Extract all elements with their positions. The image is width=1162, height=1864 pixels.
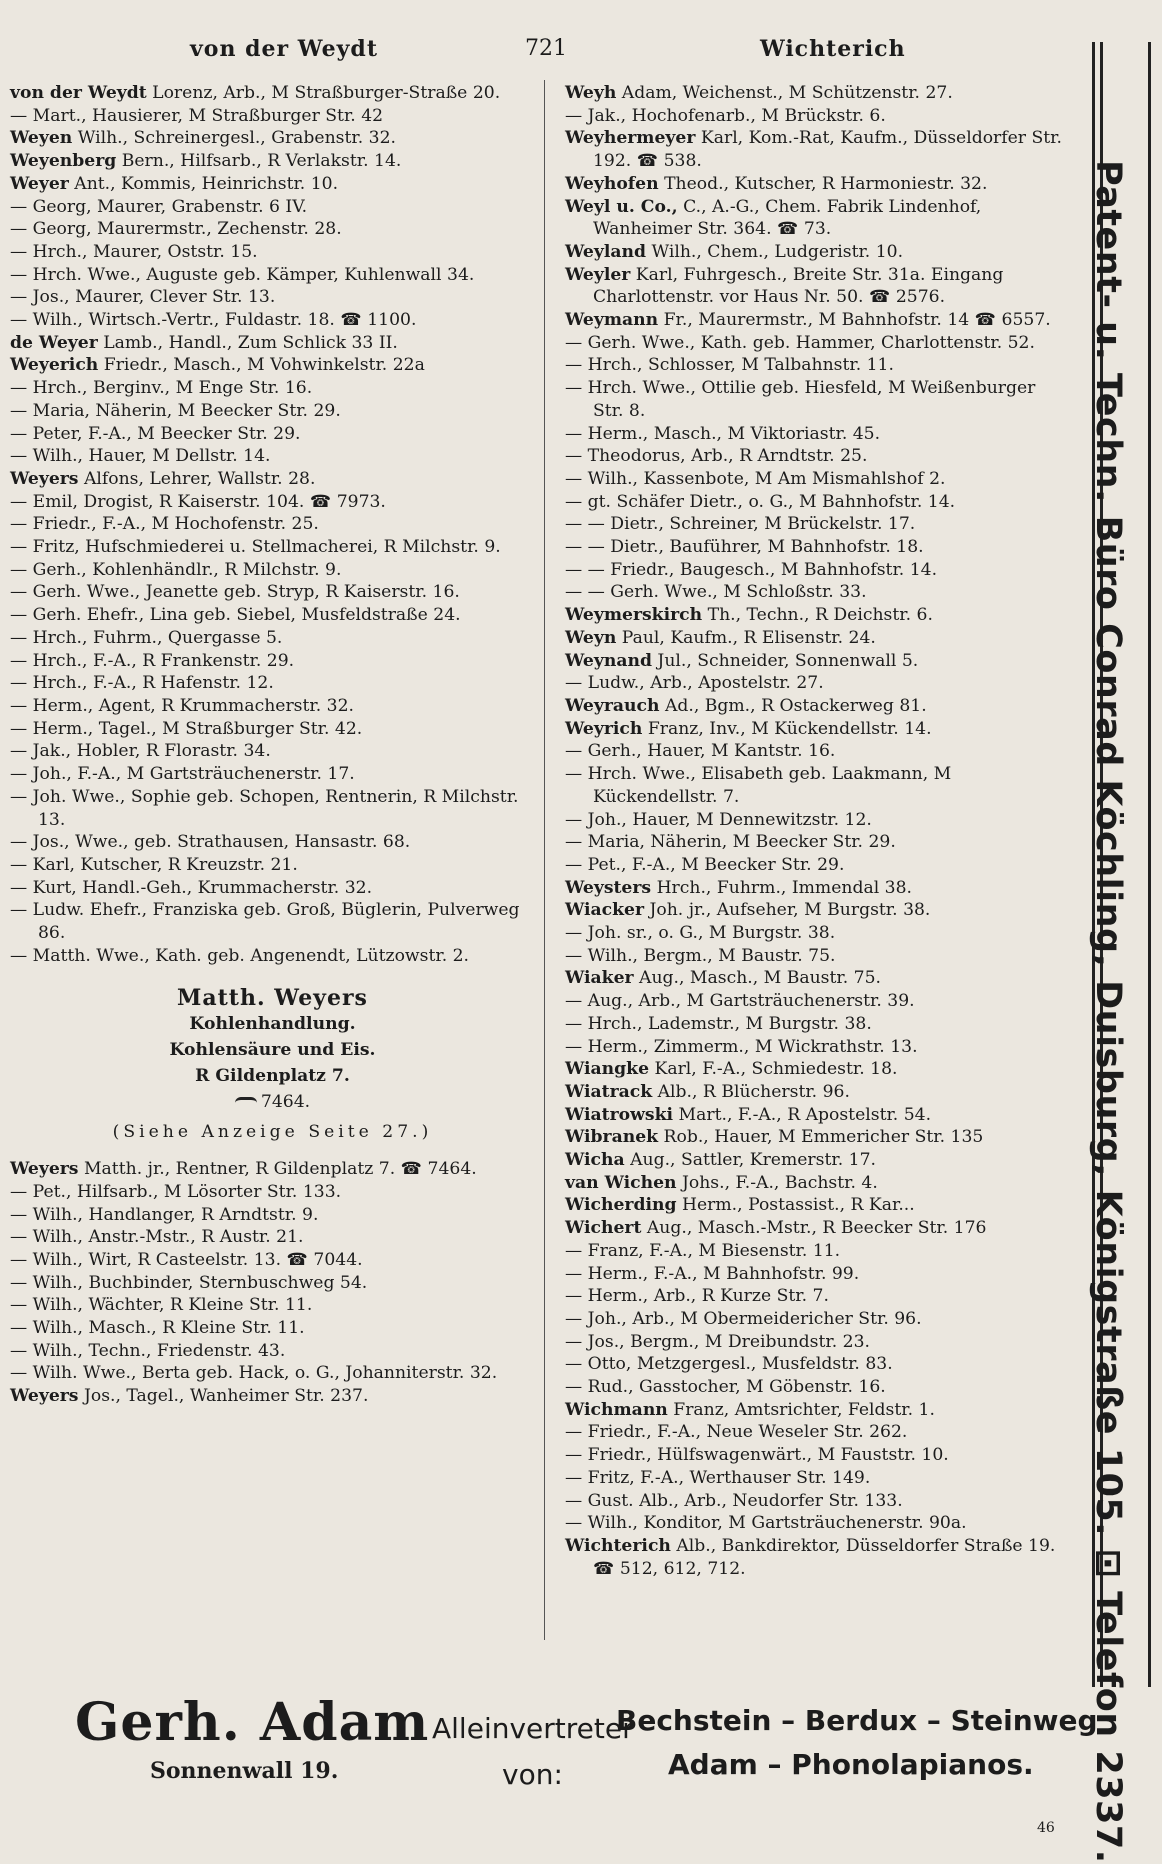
directory-entry — [565, 922, 1070, 945]
entry-details: — Maria, Näherin, M Beecker Str. 29. — [10, 400, 341, 421]
directory-entry — [10, 491, 535, 514]
bottom-von: von: — [502, 1758, 563, 1791]
entry-details: — Joh., Arb., M Obermeidericher Str. 96. — [565, 1308, 922, 1329]
entry-details: — Wilh., Masch., R Kleine Str. 11. — [10, 1318, 305, 1339]
entry-details: — Friedr., F.-A., Neue Weseler Str. 262. — [565, 1422, 908, 1443]
entry-details: — Wilh., Buchbinder, Sternbuschweg 54. — [10, 1272, 368, 1293]
entry-details: — Ludw. Ehefr., Franziska geb. Groß, Büglerin, Pulverweg 86. — [10, 900, 520, 944]
entry-details: — Hrch., F.-A., R Frankenstr. 29. — [10, 650, 295, 671]
directory-entry — [10, 127, 535, 150]
entry-surname: Weymann — [565, 310, 659, 331]
entry-details: — — Dietr., Schreiner, M Brückelstr. 17. — [565, 514, 916, 535]
directory-entry — [10, 559, 535, 582]
entry-details: — Maria, Näherin, M Beecker Str. 29. — [565, 832, 896, 853]
directory-entry — [10, 241, 535, 264]
entry-details: — Pet., Hilfsarb., M Lösorter Str. 133. — [10, 1181, 342, 1202]
directory-entry — [565, 264, 1070, 309]
entry-details: — Mart., Hausierer, M Straßburger Str. 42 — [10, 105, 384, 126]
directory-entry — [10, 786, 535, 831]
entry-details: Herm., Postassist., R Kar... — [676, 1195, 915, 1216]
entry-surname: Wiacker — [565, 900, 645, 921]
directory-entry — [10, 105, 535, 128]
entry-details: — Wilh., Techn., Friedenstr. 43. — [10, 1340, 286, 1361]
entry-details: — Ludw., Arb., Apostelstr. 27. — [565, 673, 824, 694]
directory-entry — [565, 650, 1070, 673]
entry-details: Bern., Hilfsarb., R Verlakstr. 14. — [116, 151, 402, 172]
entry-details: Karl, F.-A., Schmiedestr. 18. — [649, 1059, 898, 1080]
directory-entry — [565, 809, 1070, 832]
directory-entry — [565, 854, 1070, 877]
entry-details: — Jos., Wwe., geb. Strathausen, Hansastr. 68. — [10, 832, 411, 853]
directory-entry — [565, 1058, 1070, 1081]
entry-details: — Hrch., F.-A., R Hafenstr. 12. — [10, 673, 274, 694]
entry-details: — Jos., Bergm., M Dreibundstr. 23. — [565, 1331, 870, 1352]
directory-entry — [10, 831, 535, 854]
ad-phone-number: 7464. — [260, 1092, 311, 1113]
entry-details: — Peter, F.-A., M Beecker Str. 29. — [10, 423, 301, 444]
entry-details: Th., Techn., R Deichstr. 6. — [702, 605, 933, 626]
right-column — [565, 82, 1070, 1580]
entry-details: — Emil, Drogist, R Kaiserstr. 104. ☎ 7973. — [10, 491, 386, 512]
entry-details: Friedr., Masch., M Vohwinkelstr. 22a — [98, 355, 425, 376]
entry-details: — Gerh., Hauer, M Kantstr. 16. — [565, 741, 836, 762]
entry-details: — Wilh., Handlanger, R Arndtstr. 9. — [10, 1204, 319, 1225]
directory-entry — [565, 672, 1070, 695]
directory-entry — [10, 196, 535, 219]
weyers-advertisement — [10, 985, 535, 1115]
entry-details: — Hrch., Maurer, Oststr. 15. — [10, 241, 258, 262]
entry-details: — Gust. Alb., Arb., Neudorfer Str. 133. — [565, 1490, 903, 1511]
directory-entry — [10, 1249, 535, 1272]
directory-entry — [565, 196, 1070, 241]
entry-details: — Pet., F.-A., M Beecker Str. 29. — [565, 854, 845, 875]
directory-entry — [10, 1317, 535, 1340]
directory-entry — [565, 1081, 1070, 1104]
entry-details: — Gerh. Wwe., Jeanette geb. Stryp, R Kaiserstr. 16. — [10, 582, 460, 603]
directory-entry — [565, 127, 1070, 172]
directory-entry — [10, 899, 535, 944]
entry-surname: Wiatrowski — [565, 1104, 674, 1125]
entry-surname: Wichterich — [565, 1536, 671, 1556]
entry-surname: Weyenberg — [10, 151, 117, 172]
entry-details: Rob., Hauer, M Emmericher Str. 135 — [658, 1127, 984, 1148]
entry-details: Lorenz, Arb., M Straßburger-Straße 20. — [146, 83, 501, 103]
directory-entry — [10, 1181, 535, 1204]
entry-surname: Weyers — [10, 1159, 79, 1180]
left-column — [10, 82, 535, 1408]
entry-surname: Weyers — [10, 1386, 79, 1407]
entry-details: — Theodorus, Arb., R Arndtstr. 25. — [565, 446, 868, 467]
directory-entry — [10, 945, 535, 968]
directory-entry — [565, 241, 1070, 264]
entry-details: Ad., Bgm., R Ostackerweg 81. — [659, 695, 927, 716]
entry-details: — — Gerh. Wwe., M Schloßstr. 33. — [565, 582, 867, 603]
directory-entry — [10, 604, 535, 627]
directory-entry — [565, 491, 1070, 514]
entry-details: Alb., Bankdirektor, Düsseldorfer Straße 19. ☎ 512, 612, 712. — [593, 1536, 1056, 1579]
directory-entry — [565, 423, 1070, 446]
entry-details: — Franz, F.-A., M Biesenstr. 11. — [565, 1240, 841, 1261]
directory-entry — [10, 763, 535, 786]
bottom-company: Gerh. Adam — [75, 1692, 430, 1753]
directory-entry — [10, 672, 535, 695]
directory-entry — [565, 1308, 1070, 1331]
directory-entry — [565, 899, 1070, 922]
directory-entry — [565, 877, 1070, 900]
directory-entry — [565, 1013, 1070, 1036]
left-entries-after — [10, 1158, 535, 1408]
entry-details: — — Dietr., Bauführer, M Bahnhofstr. 18. — [565, 537, 924, 558]
directory-entry — [10, 400, 535, 423]
entry-details: — Wilh. Wwe., Berta geb. Hack, o. G., Johanniterstr. 32. — [10, 1363, 498, 1384]
entry-details: — Wilh., Wirt, R Casteelstr. 13. ☎ 7044. — [10, 1249, 363, 1270]
entry-surname: Weyh — [565, 83, 617, 103]
entry-details: Aug., Masch.-Mstr., R Beecker Str. 176 — [641, 1218, 987, 1239]
entry-details: — Joh., F.-A., M Gartsträuchenerstr. 17. — [10, 764, 355, 785]
directory-entry — [10, 695, 535, 718]
entry-details: — Herm., Arb., R Kurze Str. 7. — [565, 1286, 829, 1307]
entry-details: — Georg, Maurer, Grabenstr. 6 IV. — [10, 196, 308, 217]
page-marker: 46 — [1037, 1820, 1055, 1836]
directory-entry — [10, 468, 535, 491]
entry-details: — Aug., Arb., M Gartsträuchenerstr. 39. — [565, 991, 915, 1012]
directory-entry — [10, 877, 535, 900]
entry-details: — Hrch., Lademstr., M Burgstr. 38. — [565, 1013, 872, 1034]
telephone-icon — [235, 1097, 257, 1108]
entry-surname: Weyler — [565, 264, 631, 285]
entry-details: Paul, Kaufm., R Elisenstr. 24. — [616, 627, 876, 648]
directory-entry — [565, 1467, 1070, 1490]
page-number: 721 — [525, 36, 567, 61]
entry-surname: Wiaker — [565, 968, 634, 989]
entry-details: — Hrch. Wwe., Ottilie geb. Hiesfeld, M Weißenburger Str. 8. — [565, 378, 1036, 421]
entry-surname: de Weyer — [10, 332, 98, 353]
directory-entry — [10, 286, 535, 309]
entry-details: — Hrch., Berginv., M Enge Str. 16. — [10, 378, 313, 399]
ad-line1: Kohlenhandlung. — [189, 1014, 356, 1035]
directory-entry — [10, 1340, 535, 1363]
ad-name: Matth. Weyers — [177, 985, 368, 1012]
ad-phone — [10, 1089, 535, 1115]
entry-details: — Kurt, Handl.-Geh., Krummacherstr. 32. — [10, 877, 373, 898]
left-entries — [10, 82, 535, 967]
directory-entry — [10, 332, 535, 355]
directory-entry — [565, 1490, 1070, 1513]
directory-entry — [565, 309, 1070, 332]
entry-details: Mart., F.-A., R Apostelstr. 54. — [673, 1104, 932, 1125]
entry-details: Jos., Tagel., Wanheimer Str. 237. — [78, 1386, 369, 1407]
entry-details: — Hrch. Wwe., Elisabeth geb. Laakmann, M Kückendellstr. 7. — [565, 764, 952, 807]
directory-entry — [565, 105, 1070, 128]
entry-surname: Weyl u. Co., — [565, 196, 678, 217]
directory-entry — [565, 627, 1070, 650]
entry-surname: Weyerich — [10, 355, 99, 376]
entry-details: — Friedr., F.-A., M Hochofenstr. 25. — [10, 514, 319, 535]
directory-entry — [565, 536, 1070, 559]
entry-details: — Herm., Zimmerm., M Wickrathstr. 13. — [565, 1036, 918, 1057]
entry-details: Adam, Weichenst., M Schützenstr. 27. — [616, 83, 953, 103]
entry-surname: Weymerskirch — [565, 605, 703, 626]
directory-entry — [565, 1194, 1070, 1217]
entry-details: Johs., F.-A., Bachstr. 4. — [676, 1172, 878, 1193]
entry-surname: Weyn — [565, 627, 617, 648]
directory-entry — [565, 332, 1070, 355]
side-rule-line — [1148, 42, 1151, 1687]
directory-entry — [10, 627, 535, 650]
directory-entry — [565, 1036, 1070, 1059]
entry-surname: Weynand — [565, 650, 652, 671]
directory-entry — [10, 218, 535, 241]
entry-surname: Weyen — [10, 128, 73, 149]
entry-details: — Rud., Gasstocher, M Göbenstr. 16. — [565, 1377, 886, 1398]
entry-details: Franz, Amtsrichter, Feldstr. 1. — [667, 1399, 935, 1420]
directory-entry — [565, 1353, 1070, 1376]
directory-entry — [565, 1512, 1070, 1535]
entry-details: Ant., Kommis, Heinrichstr. 10. — [68, 173, 339, 194]
directory-entry — [565, 990, 1070, 1013]
entry-details: — Jak., Hochofenarb., M Brückstr. 6. — [565, 105, 886, 126]
directory-entry — [565, 1172, 1070, 1195]
entry-surname: Weyhofen — [565, 173, 659, 194]
entry-surname: Weyer — [10, 173, 69, 194]
ad-line2: Kohlensäure und Eis. — [169, 1040, 376, 1061]
entry-details: — Hrch. Wwe., Auguste geb. Kämper, Kuhlenwall 34. — [10, 264, 475, 285]
entry-surname: Wichmann — [565, 1399, 668, 1420]
entry-details: Lamb., Handl., Zum Schlick 33 II. — [97, 332, 398, 353]
entry-surname: Wiangke — [565, 1059, 650, 1080]
entry-details: Alb., R Blücherstr. 96. — [652, 1081, 850, 1102]
directory-entry — [10, 1294, 535, 1317]
entry-details: — — Friedr., Baugesch., M Bahnhofstr. 14. — [565, 559, 938, 580]
directory-entry — [565, 581, 1070, 604]
entry-surname: Wicherding — [565, 1195, 677, 1216]
entry-details: — Herm., Masch., M Viktoriastr. 45. — [565, 423, 881, 444]
side-banner: Patent- u. Techn. Büro Conrad Köchling, Duisburg, Königstraße 105. ⊡ Telefon 2337. — [1088, 160, 1128, 1864]
entry-details: — gt. Schäfer Dietr., o. G., M Bahnhofstr. 14. — [565, 491, 956, 512]
entry-details: — Gerh., Kohlenhändlr., R Milchstr. 9. — [10, 559, 342, 580]
directory-entry — [565, 763, 1070, 808]
entry-details: — Georg, Maurermstr., Zechenstr. 28. — [10, 219, 342, 240]
ad-line3: R Gildenplatz 7. — [195, 1066, 350, 1087]
directory-entry — [10, 423, 535, 446]
entry-details: — Gerh. Ehefr., Lina geb. Siebel, Musfeldstraße 24. — [10, 605, 461, 626]
page-header — [0, 36, 1080, 72]
header-right: Wichterich — [760, 36, 906, 62]
header-left: von der Weydt — [190, 36, 378, 62]
directory-entry — [565, 1535, 1070, 1580]
bottom-brands-1: Bechstein – Berdux – Steinweg — [616, 1704, 1098, 1737]
directory-entry — [10, 354, 535, 377]
directory-entry — [565, 513, 1070, 536]
entry-details: Fr., Maurermstr., M Bahnhofstr. 14 ☎ 6557. — [658, 310, 1051, 331]
directory-entry — [10, 650, 535, 673]
entry-surname: Wicha — [565, 1150, 625, 1171]
entry-details: — Wilh., Wirtsch.-Vertr., Fuldastr. 18. ☎ 1100. — [10, 310, 417, 331]
directory-entry — [10, 1362, 535, 1385]
directory-entry — [10, 445, 535, 468]
entry-details: — Fritz, Hufschmiederei u. Stellmacherei, R Milchstr. 9. — [10, 537, 501, 558]
directory-entry — [565, 1444, 1070, 1467]
entry-details: — Jak., Hobler, R Florastr. 34. — [10, 741, 271, 762]
entry-surname: Wiatrack — [565, 1081, 653, 1102]
entry-details: C., A.-G., Chem. Fabrik Lindenhof, Wanheimer Str. 364. ☎ 73. — [593, 196, 982, 240]
entry-details: — Joh. sr., o. G., M Burgstr. 38. — [565, 923, 836, 944]
directory-entry — [565, 1421, 1070, 1444]
directory-entry — [10, 740, 535, 763]
entry-details: — Otto, Metzgergesl., Musfeldstr. 83. — [565, 1354, 893, 1375]
entry-surname: Weysters — [565, 877, 652, 898]
directory-entry — [565, 445, 1070, 468]
entry-details: — Matth. Wwe., Kath. geb. Angenendt, Lützowstr. 2. — [10, 945, 470, 966]
entry-details: Karl, Fuhrgesch., Breite Str. 31a. Eingang Charlottenstr. vor Haus Nr. 50. ☎ 2576. — [593, 264, 1004, 308]
directory-entry — [565, 1217, 1070, 1240]
entry-details: — Hrch., Fuhrm., Quergasse 5. — [10, 627, 283, 648]
directory-entry — [10, 1158, 535, 1181]
entry-details: — Joh., Hauer, M Dennewitzstr. 12. — [565, 809, 872, 830]
directory-entry — [565, 831, 1070, 854]
entry-details: — Gerh. Wwe., Kath. geb. Hammer, Charlottenstr. 52. — [565, 332, 1035, 353]
directory-entry — [565, 468, 1070, 491]
entry-details: — Wilh., Konditor, M Gartsträuchenerstr. 90a. — [565, 1513, 967, 1534]
directory-entry — [565, 1285, 1070, 1308]
directory-entry — [565, 695, 1070, 718]
entry-details: — Hrch., Schlosser, M Talbahnstr. 11. — [565, 355, 894, 376]
directory-entry — [10, 718, 535, 741]
entry-details: Alfons, Lehrer, Wallstr. 28. — [78, 468, 316, 489]
directory-entry — [10, 536, 535, 559]
directory-entry — [565, 354, 1070, 377]
entry-surname: Weyrich — [565, 718, 643, 739]
entry-details: Karl, Kom.-Rat, Kaufm., Düsseldorfer Str. 192. ☎ 538. — [593, 128, 1062, 172]
directory-entry — [565, 1376, 1070, 1399]
directory-entry — [10, 581, 535, 604]
directory-entry — [565, 559, 1070, 582]
directory-entry — [565, 377, 1070, 422]
directory-entry — [565, 945, 1070, 968]
entry-details: Aug., Sattler, Kremerstr. 17. — [624, 1150, 876, 1171]
directory-entry — [10, 377, 535, 400]
directory-entry — [565, 740, 1070, 763]
directory-entry — [10, 82, 535, 105]
entry-details: Wilh., Chem., Ludgeristr. 10. — [646, 241, 904, 262]
entry-details: — Wilh., Hauer, M Dellstr. 14. — [10, 446, 271, 467]
entry-surname: Weyers — [10, 468, 79, 489]
directory-entry — [10, 1272, 535, 1295]
entry-surname: Weyland — [565, 241, 647, 262]
directory-entry — [10, 1204, 535, 1227]
ad-note: (Siehe Anzeige Seite 27.) — [112, 1122, 433, 1143]
directory-entry — [565, 1126, 1070, 1149]
entry-details: — Wilh., Kassenbote, M Am Mismahlshof 2. — [565, 468, 946, 489]
directory-entry — [565, 1331, 1070, 1354]
directory-entry — [10, 150, 535, 173]
directory-entry — [565, 604, 1070, 627]
directory-entry — [565, 1149, 1070, 1172]
entry-surname: van Wichen — [565, 1172, 677, 1193]
entry-details: — Herm., Agent, R Krummacherstr. 32. — [10, 695, 354, 716]
entry-details: Joh. jr., Aufseher, M Burgstr. 38. — [644, 900, 931, 921]
directory-entry — [10, 1226, 535, 1249]
entry-details: — Herm., F.-A., M Bahnhofstr. 99. — [565, 1263, 860, 1284]
entry-surname: Weyrauch — [565, 695, 660, 716]
directory-entry — [10, 513, 535, 536]
directory-entry — [10, 854, 535, 877]
directory-entry — [565, 718, 1070, 741]
entry-details: — Jos., Maurer, Clever Str. 13. — [10, 287, 276, 308]
entry-details: — Wilh., Wächter, R Kleine Str. 11. — [10, 1295, 313, 1316]
bottom-address: Sonnenwall 19. — [150, 1758, 339, 1784]
entry-details: Wilh., Schreinergesl., Grabenstr. 32. — [72, 128, 396, 149]
bottom-brands-2: Adam – Phonolapianos. — [668, 1748, 1034, 1781]
entry-surname: Wibranek — [565, 1127, 659, 1148]
directory-entry — [565, 82, 1070, 105]
directory-entry — [565, 1399, 1070, 1422]
column-divider — [544, 80, 545, 1640]
entry-details: Aug., Masch., M Baustr. 75. — [633, 968, 881, 989]
entry-surname: von der Weydt — [10, 83, 147, 103]
entry-details: — Friedr., Hülfswagenwärt., M Fauststr. 10. — [565, 1445, 949, 1466]
entry-details: Matth. jr., Rentner, R Gildenplatz 7. ☎ 7464. — [78, 1159, 477, 1180]
directory-entry — [565, 173, 1070, 196]
entry-details: Hrch., Fuhrm., Immendal 38. — [651, 877, 913, 898]
entry-details: — Fritz, F.-A., Werthauser Str. 149. — [565, 1467, 871, 1488]
directory-entry — [10, 309, 535, 332]
directory-entry — [565, 1104, 1070, 1127]
directory-entry — [565, 1263, 1070, 1286]
entry-surname: Wichert — [565, 1218, 642, 1239]
entry-details: Franz, Inv., M Kückendellstr. 14. — [642, 718, 932, 739]
entry-details: — Wilh., Bergm., M Baustr. 75. — [565, 945, 836, 966]
entry-details: — Joh. Wwe., Sophie geb. Schopen, Rentnerin, R Milchstr. 13. — [10, 786, 519, 830]
entry-details: — Karl, Kutscher, R Kreuzstr. 21. — [10, 854, 298, 875]
directory-entry — [565, 967, 1070, 990]
entry-surname: Weyhermeyer — [565, 128, 696, 149]
bottom-advertisement — [0, 1692, 1162, 1842]
entry-details: Jul., Schneider, Sonnenwall 5. — [651, 650, 919, 671]
directory-entry — [565, 1240, 1070, 1263]
entry-details: Theod., Kutscher, R Harmoniestr. 32. — [658, 173, 988, 194]
directory-entry — [10, 173, 535, 196]
entry-details: — Herm., Tagel., M Straßburger Str. 42. — [10, 718, 363, 739]
bottom-allein: Alleinvertreter — [432, 1712, 634, 1745]
directory-entry — [10, 1385, 535, 1408]
directory-entry — [10, 264, 535, 287]
right-entries — [565, 82, 1070, 1580]
entry-details: — Wilh., Anstr.-Mstr., R Austr. 21. — [10, 1227, 304, 1248]
